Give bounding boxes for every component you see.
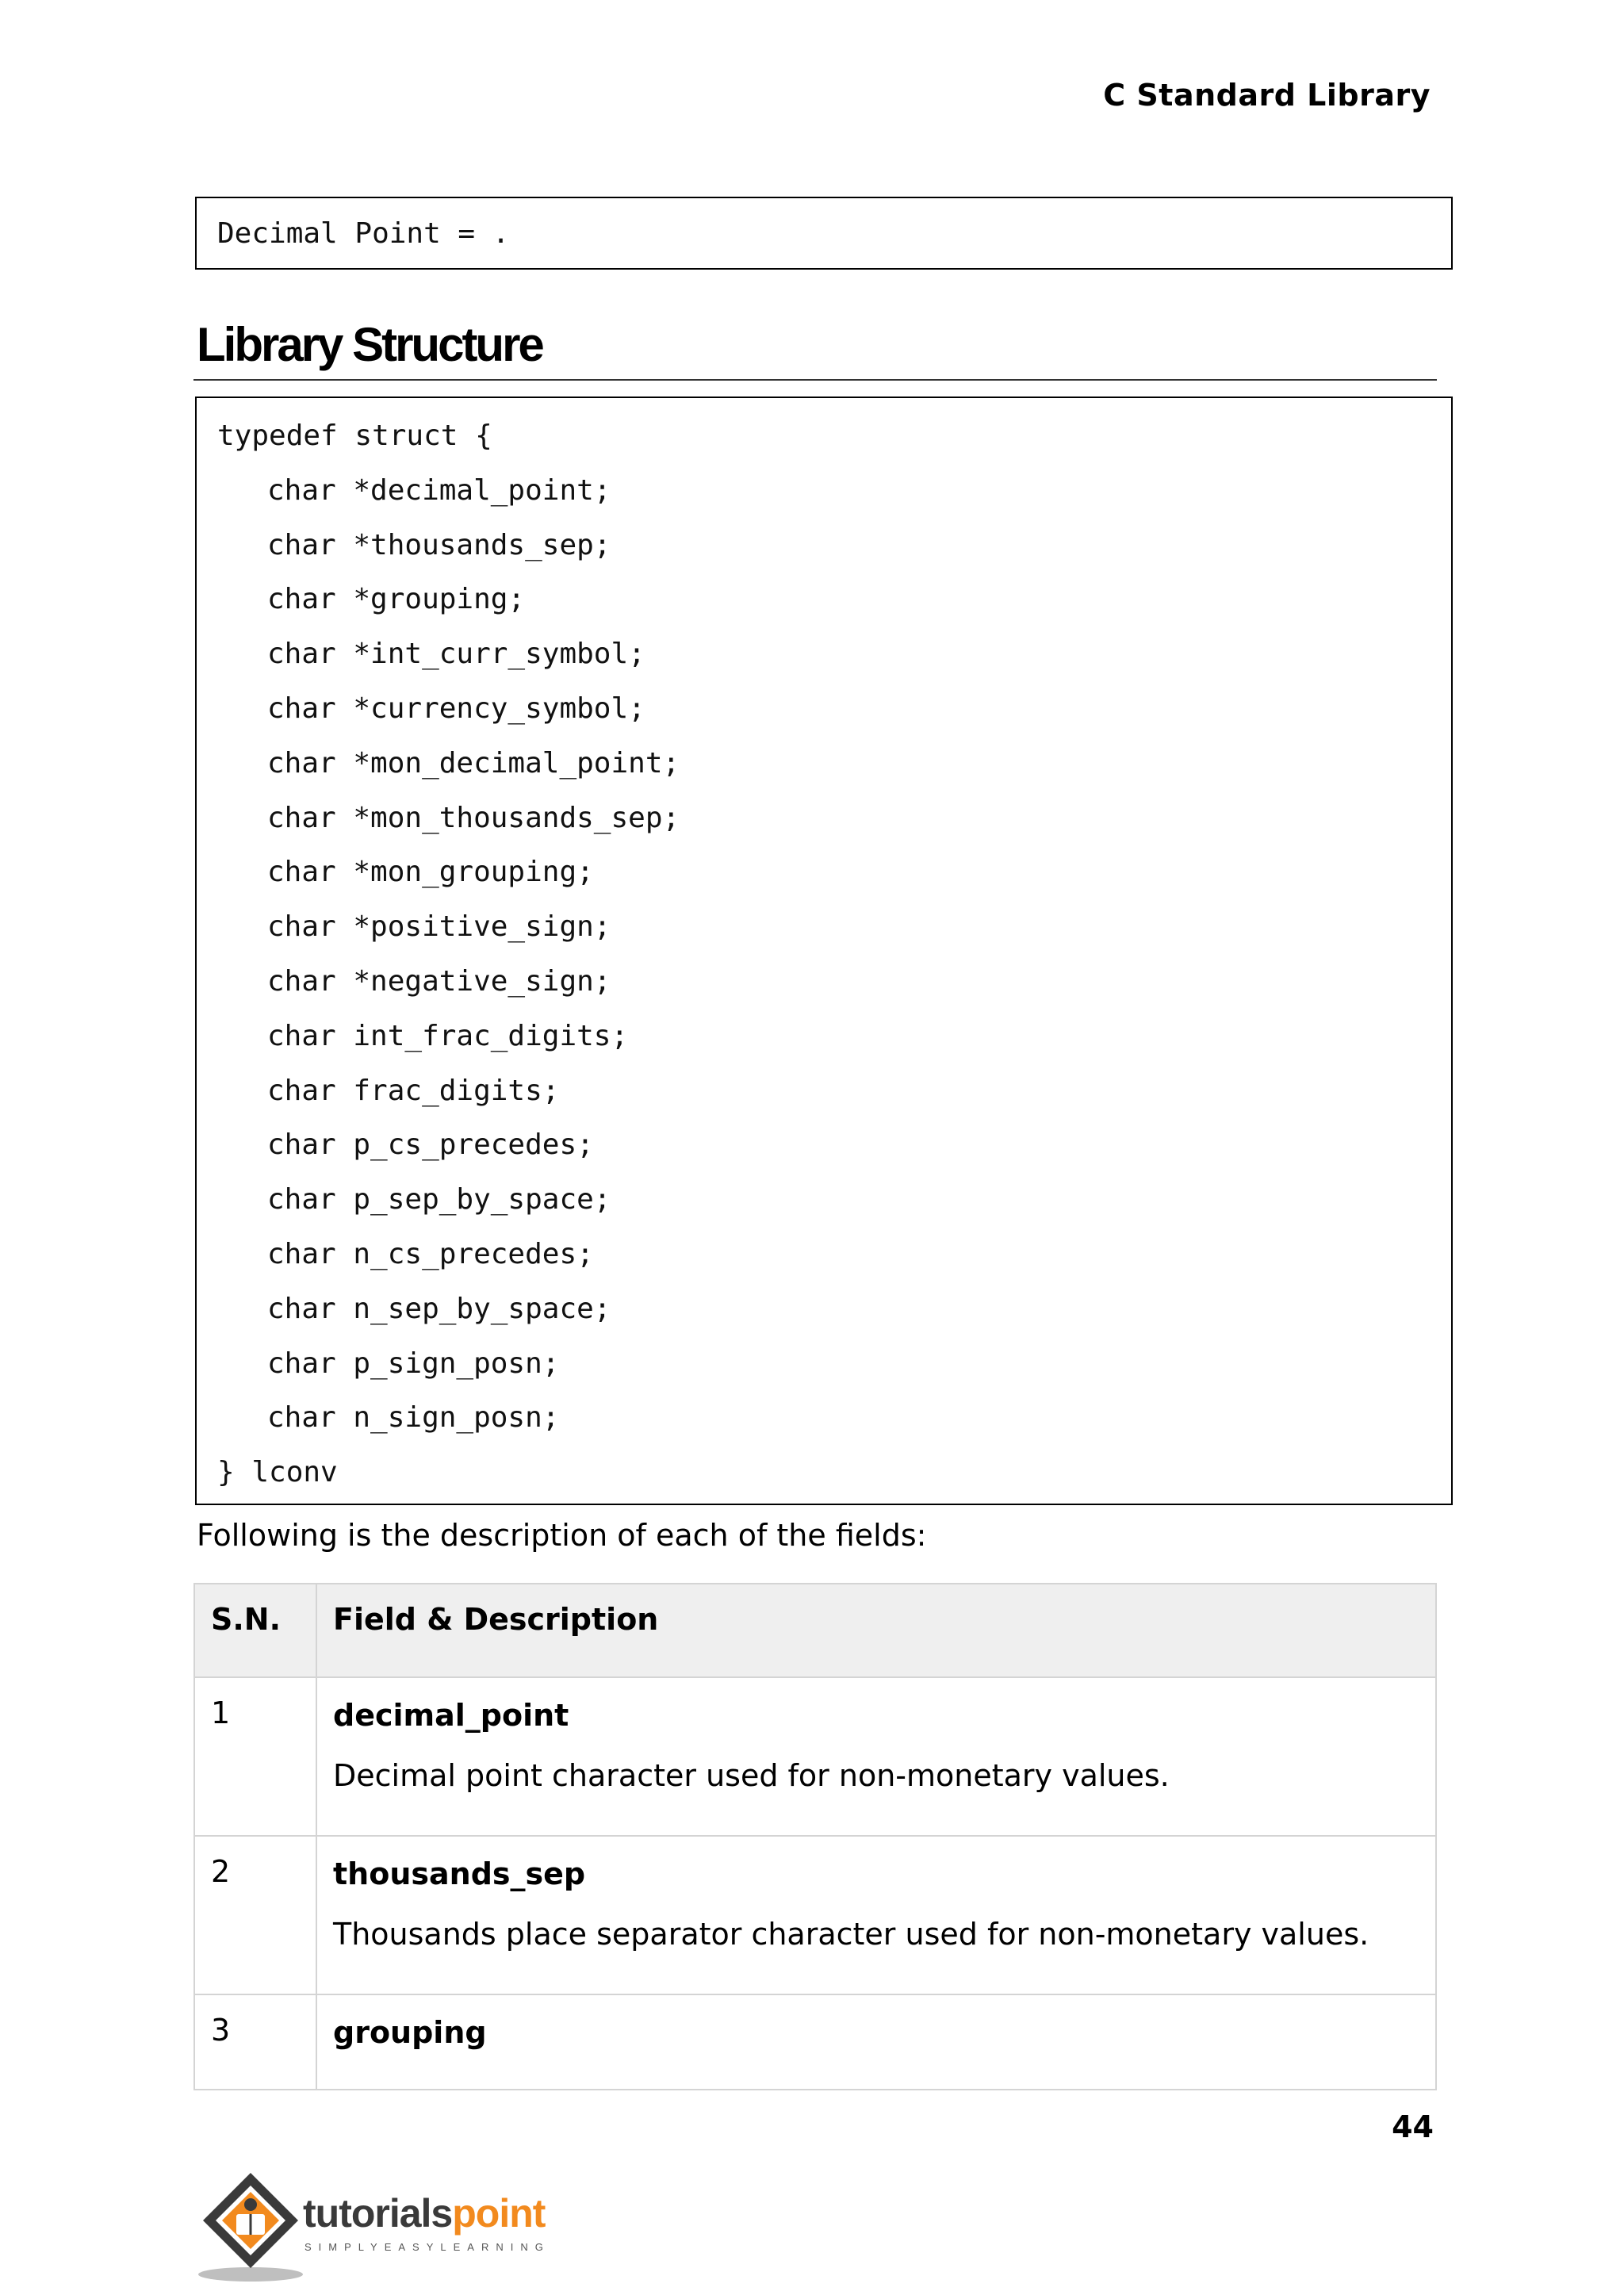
code-line: char p_sign_posn;: [267, 1347, 560, 1380]
logo-word-accent: point: [452, 2191, 546, 2236]
code-line: char p_cs_precedes;: [267, 1128, 594, 1162]
column-header-field: Field & Description: [316, 1584, 1436, 1677]
heading-rule: [193, 379, 1437, 381]
field-description: Decimal point character used for non-monetary values.: [333, 1758, 1170, 1793]
tutorialspoint-logo: [195, 2165, 576, 2284]
logo-tagline: SIMPLYEASYLEARNING: [304, 2241, 550, 2253]
running-header: C Standard Library: [1103, 78, 1431, 113]
code-line: Decimal Point = .: [217, 217, 510, 250]
intro-text: Following is the description of each of the fields:: [197, 1518, 927, 1553]
logo-wordmark: [303, 2190, 545, 2236]
field-name: grouping: [333, 2015, 487, 2050]
section-heading: Library Structure: [197, 318, 542, 371]
table-header-row: [194, 1584, 1436, 1677]
code-line: char frac_digits;: [267, 1074, 560, 1107]
code-line: char *mon_grouping;: [267, 856, 594, 889]
page-number: 44: [1392, 2109, 1434, 2144]
row-number: 3: [194, 1994, 316, 2090]
fields-table: [193, 1583, 1437, 2090]
code-line: char *decimal_point;: [267, 473, 611, 507]
code-line: char n_cs_precedes;: [267, 1237, 594, 1270]
struct-code-box: [195, 397, 1453, 1505]
logo-emblem-icon: [195, 2165, 306, 2284]
field-name: thousands_sep: [333, 1856, 586, 1891]
table-row: [194, 1994, 1436, 2090]
code-line: char *grouping;: [267, 583, 526, 616]
code-line: } lconv: [217, 1456, 338, 1489]
code-line: typedef struct {: [217, 420, 492, 452]
code-line: char n_sign_posn;: [267, 1401, 560, 1435]
code-line: char *negative_sign;: [267, 964, 611, 998]
code-line: char n_sep_by_space;: [267, 1292, 611, 1325]
row-number: 2: [194, 1836, 316, 1994]
column-header-sn: S.N.: [194, 1584, 316, 1677]
code-line: char *currency_symbol;: [267, 692, 645, 725]
table-row: [194, 1836, 1436, 1994]
logo-word-dark: tutorials: [303, 2191, 453, 2236]
decimal-point-code-box: [195, 197, 1453, 270]
code-line: char *thousands_sep;: [267, 528, 611, 561]
code-line: char *mon_thousands_sep;: [267, 801, 680, 834]
field-description: Thousands place separator character used for non-monetary values.: [333, 1917, 1369, 1952]
field-cell: [316, 1677, 1436, 1836]
code-line: char *positive_sign;: [267, 910, 611, 944]
field-cell: [316, 1994, 1436, 2090]
code-line: char *int_curr_symbol;: [267, 638, 645, 671]
code-line: char *mon_decimal_point;: [267, 746, 680, 780]
code-line: char int_frac_digits;: [267, 1019, 629, 1052]
field-name: decimal_point: [333, 1698, 569, 1733]
row-number: 1: [194, 1677, 316, 1836]
table-row: [194, 1677, 1436, 1836]
field-cell: [316, 1836, 1436, 1994]
code-line: char p_sep_by_space;: [267, 1183, 611, 1216]
